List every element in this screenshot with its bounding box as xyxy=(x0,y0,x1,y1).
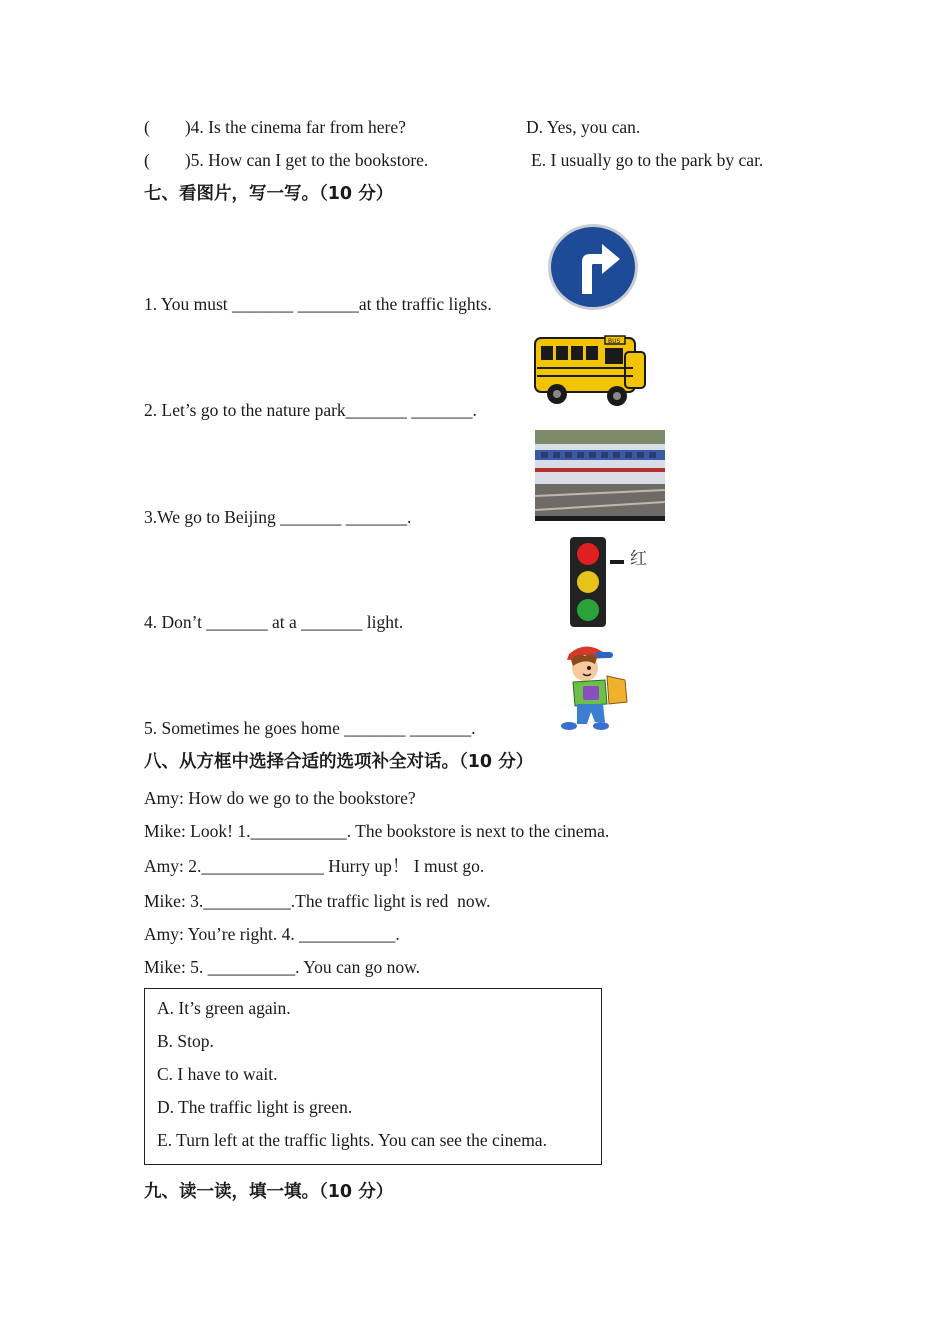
traffic-light-label: 红 xyxy=(630,549,647,569)
option-e: E. Turn left at the traffic lights. You can see the cinema. xyxy=(157,1130,547,1150)
traffic-light-icon xyxy=(568,535,608,629)
options-box xyxy=(144,988,602,1165)
option-a: A. It’s green again. xyxy=(157,998,291,1018)
section7-heading: 七、看图片，写一写。（10 分） xyxy=(144,184,394,204)
train-photo xyxy=(535,430,665,521)
matching-answer-e: E. I usually go to the park by car. xyxy=(531,150,764,170)
bus-sign: BUS xyxy=(608,338,621,345)
section7-item-2: 2. Let’s go to the nature park_______ _______. xyxy=(144,400,477,420)
dialogue-line-4: Mike: 3.__________.The traffic light is red now. xyxy=(144,891,491,911)
option-c: C. I have to wait. xyxy=(157,1064,278,1084)
matching-answer-d: D. Yes, you can. xyxy=(526,117,641,137)
turn-right-sign-icon xyxy=(546,222,642,312)
section7-item-1: 1. You must _______ _______at the traffic lights. xyxy=(144,294,492,314)
dialogue-line-3: Amy: 2.______________ Hurry up！ I must go. xyxy=(144,856,485,876)
dialogue-line-5: Amy: You’re right. 4. ___________. xyxy=(144,924,400,944)
section9-heading: 九、读一读，填一填。（10 分） xyxy=(144,1182,394,1202)
label-pointer-dash xyxy=(610,560,624,564)
matching-question-4: ( )4. Is the cinema far from here? xyxy=(144,117,406,137)
section7-item-5: 5. Sometimes he goes home _______ _______. xyxy=(144,718,476,738)
option-d: D. The traffic light is green. xyxy=(157,1097,353,1117)
dialogue-line-6: Mike: 5. __________. You can go now. xyxy=(144,957,420,977)
school-bus-icon xyxy=(533,332,649,410)
matching-question-5: ( )5. How can I get to the bookstore. xyxy=(144,150,429,170)
dialogue-line-1: Amy: How do we go to the bookstore? xyxy=(144,788,416,808)
section7-item-3: 3.We go to Beijing _______ _______. xyxy=(144,507,412,527)
walking-boy-icon xyxy=(555,642,633,734)
option-b: B. Stop. xyxy=(157,1031,214,1051)
section8-heading: 八、从方框中选择合适的选项补全对话。（10 分） xyxy=(144,752,534,772)
section7-item-4: 4. Don’t _______ at a _______ light. xyxy=(144,612,404,632)
dialogue-line-2: Mike: Look! 1.___________. The bookstore is next to the cinema. xyxy=(144,821,610,841)
